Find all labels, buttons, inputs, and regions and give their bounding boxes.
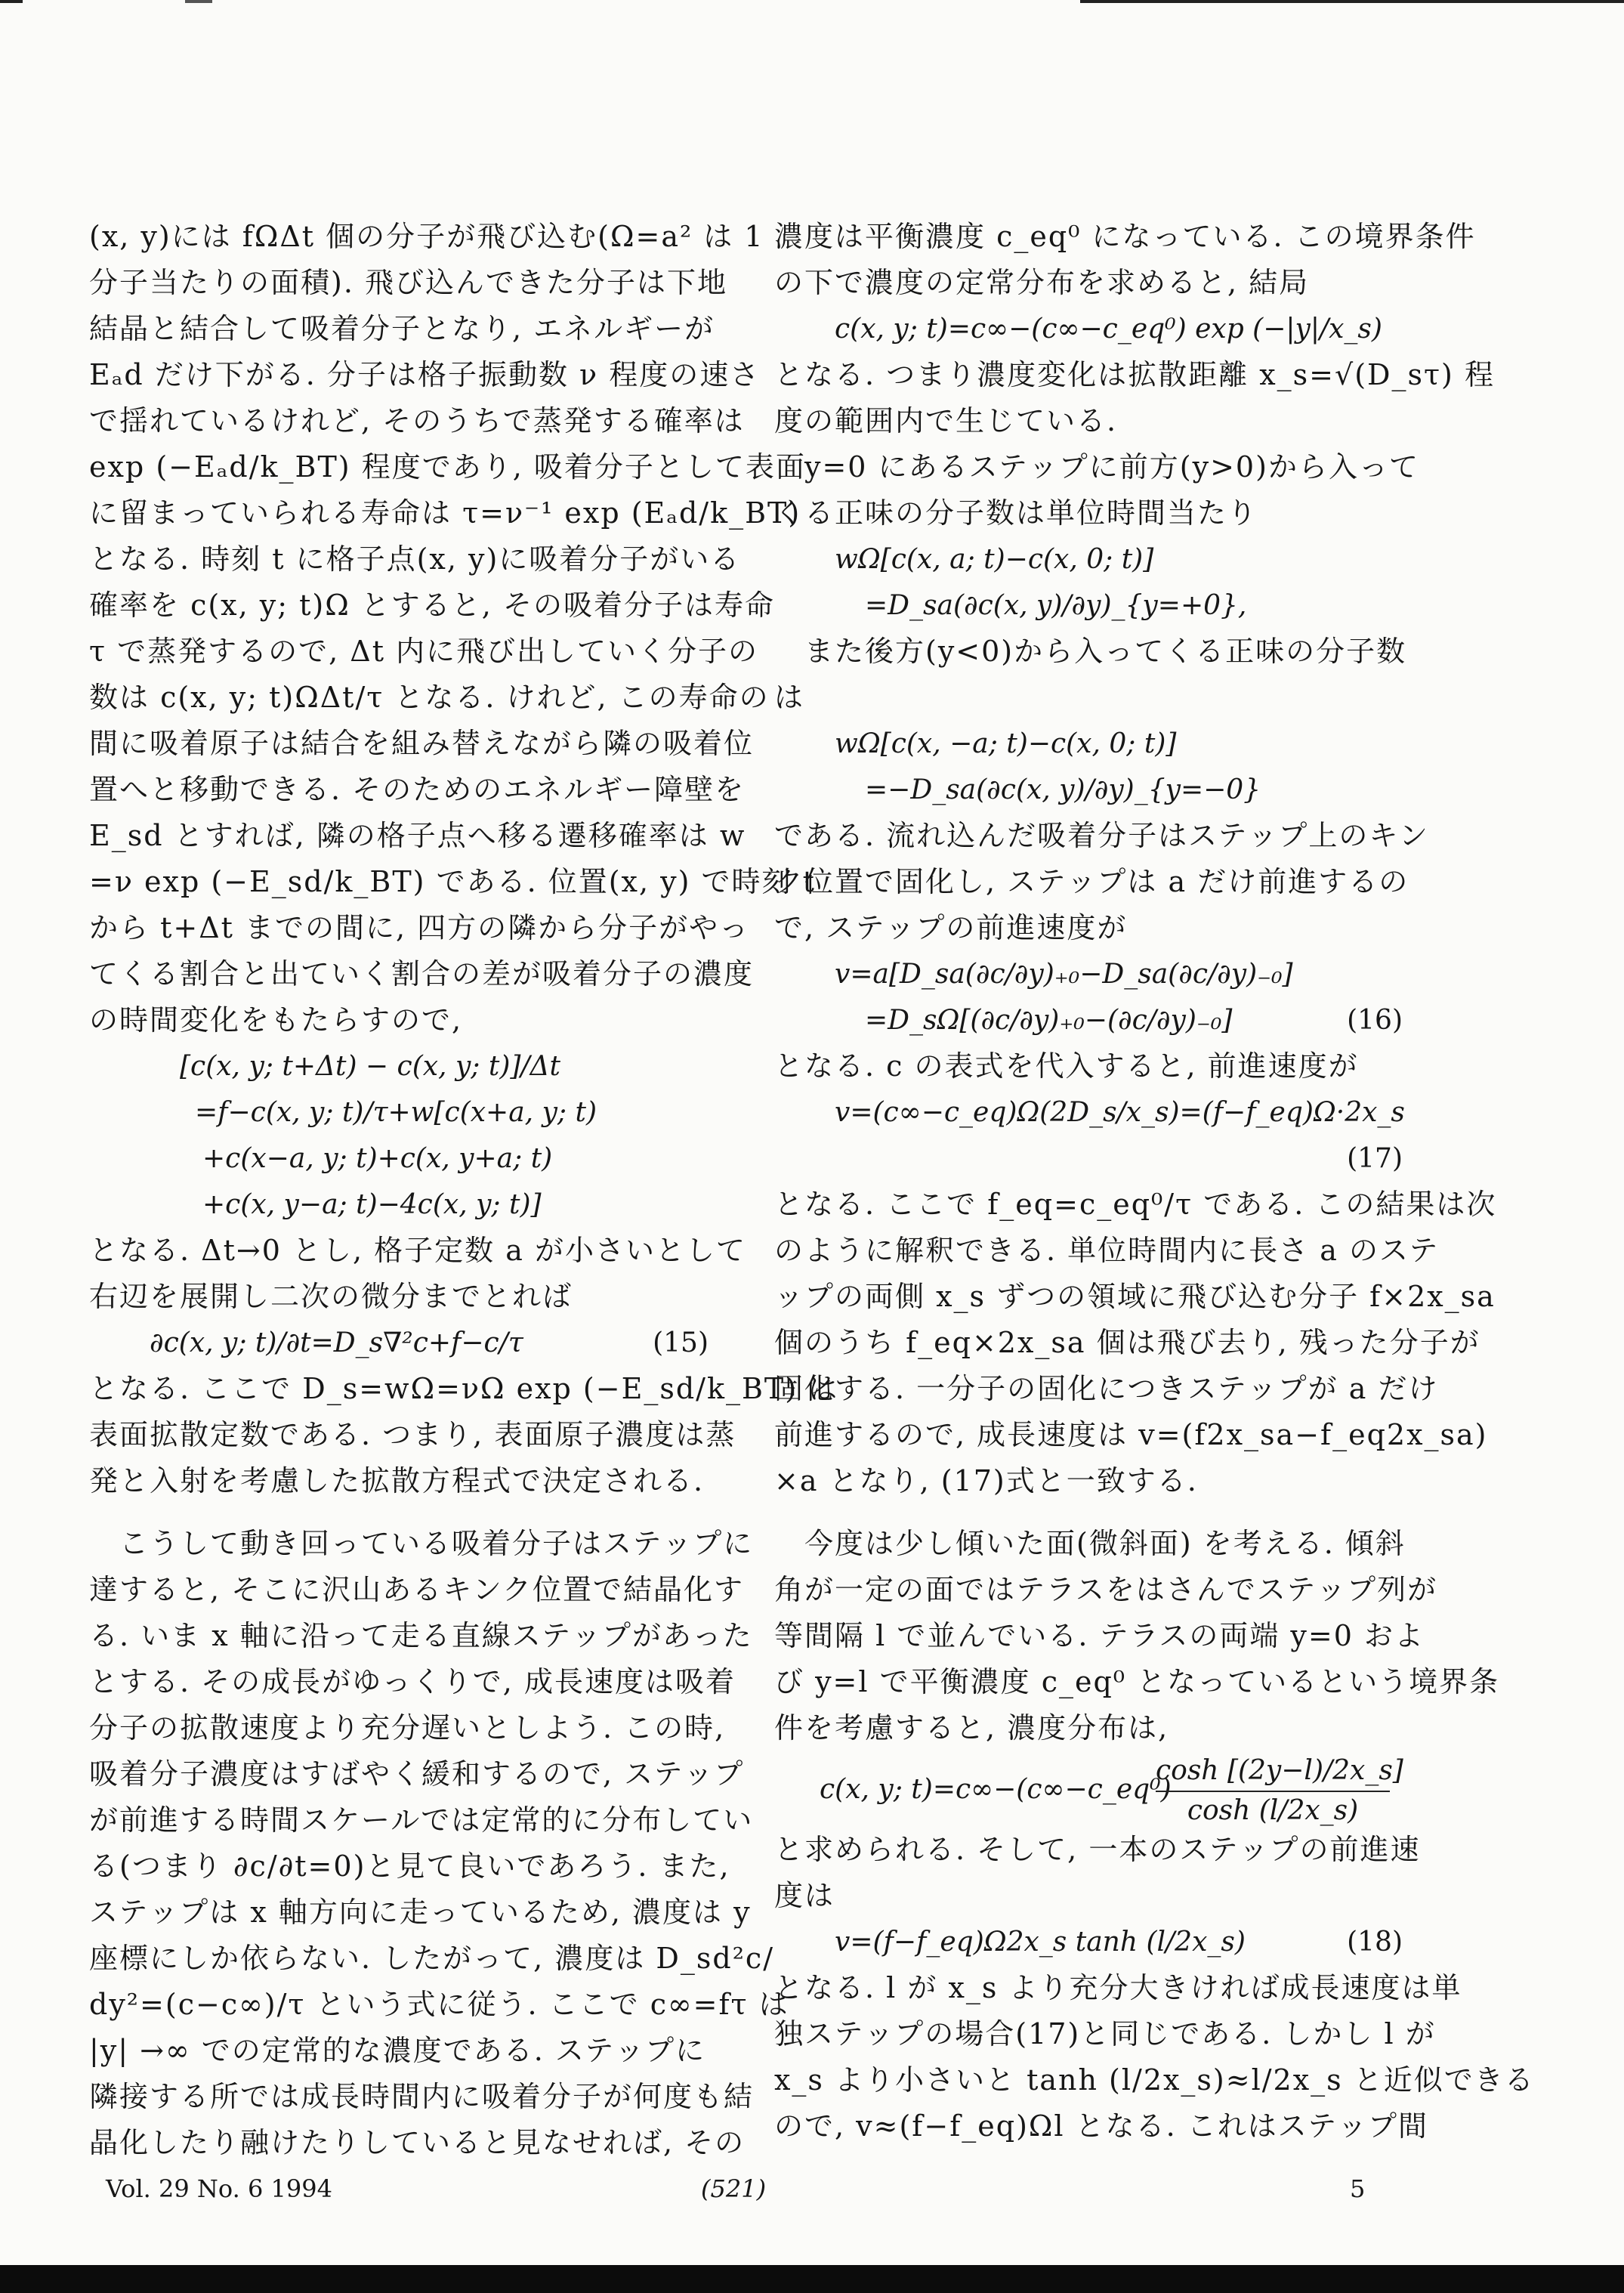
text-line: 固化する. 一分子の固化につきステップが a だけ	[774, 1372, 1439, 1405]
equation-steady-concentration: c(x, y; t)=c∞−(c∞−c_eq⁰) exp (−|y|/x_s)	[835, 314, 1382, 345]
equation-line: wΩ[c(x, −a; t)−c(x, 0; t)]	[835, 728, 1177, 759]
left-paragraph-1	[89, 214, 816, 1043]
text-line: 確率を c(x, y; t)Ω とすると, その吸着分子は寿命	[89, 589, 775, 622]
text-line: で, ステップの前進速度が	[774, 911, 1128, 944]
text-line: となる. つまり濃度変化は拡散距離 x_s=√(D_sτ) 程	[774, 358, 1495, 391]
text-line: てくる割合と出ていく割合の差が吸着分子の濃度	[89, 957, 755, 990]
text-line: と求められる. そして, 一本のステップの前進速	[774, 1833, 1421, 1866]
equation-body: =D_sΩ[(∂c/∂y)₊₀−(∂c/∂y)₋₀]	[865, 1005, 1233, 1036]
equation-line: =f−c(x, y; t)/τ+w[c(x+a, y; t)	[195, 1097, 597, 1128]
left-column	[89, 214, 839, 2166]
equation-17: v=(c∞−c_eq)Ω(2D_s/x_s)=(f−f_eq)Ω·2x_s	[835, 1097, 1405, 1128]
text-line: となる. l が x_s より充分大きければ成長速度は単	[774, 1971, 1462, 2004]
text-line: は	[774, 681, 805, 714]
equation-body: v=(f−f_eq)Ω2x_s tanh (l/2x_s)	[835, 1927, 1246, 1958]
top-scan-mark	[185, 0, 212, 3]
text-line: で揺れているけれど, そのうちで蒸発する確率は	[89, 404, 745, 437]
text-line: となる. Δt→0 とし, 格子定数 a が小さいとして	[89, 1234, 746, 1267]
text-line: x_s より小さいと tanh (l/2x_s)≈l/2x_s と近似できる	[774, 2063, 1535, 2097]
text-line: 件を考慮すると, 濃度分布は,	[774, 1711, 1169, 1744]
footer-page-number: 5	[1350, 2174, 1366, 2203]
text-line: exp (−Eₐd/k_BT) 程度であり, 吸着分子として表面	[89, 450, 806, 484]
text-line: のように解釈できる. 単位時間内に長さ a のステ	[774, 1234, 1440, 1267]
text-line: が前進する時間スケールでは定常的に分布してい	[89, 1803, 754, 1837]
text-line: 前進するので, 成長速度は v=(f2x_sa−f_eq2x_sa)	[774, 1418, 1488, 1451]
text-line: ×a となり, (17)式と一致する.	[774, 1464, 1198, 1497]
text-line: 晶化したり融けたりしていると見なせれば, その	[89, 2126, 746, 2159]
equation-18	[774, 1919, 1418, 1965]
text-line: くる正味の分子数は単位時間当たり	[774, 496, 1258, 530]
text-line: となる. ここで D_s=wΩ=νΩ exp (−E_sd/k_BT) は	[89, 1372, 839, 1405]
text-line: ので, v≈(f−f_eq)Ωl となる. これはステップ間	[774, 2109, 1429, 2143]
text-line: 表面拡散定数である. つまり, 表面原子濃度は蒸	[89, 1418, 736, 1451]
equation-number: (15)	[653, 1327, 709, 1358]
text-line: ステップは x 軸方向に走っているため, 濃度は y	[89, 1896, 752, 1929]
text-line: 分子当たりの面積). 飛び込んできた分子は下地	[89, 266, 727, 299]
equation-15	[89, 1320, 724, 1366]
text-line: となる. 時刻 t に格子点(x, y)に吸着分子がいる	[89, 542, 741, 576]
equation-line: =−D_sa(∂c(x, y)/∂y)_{y=−0}	[865, 774, 1261, 805]
text-line: 度は	[774, 1879, 835, 1912]
left-paragraph-2	[89, 1521, 789, 2166]
text-line: 吸着分子濃度はすばやく緩和するので, ステップ	[89, 1757, 745, 1791]
text-line: から t+Δt までの間に, 四方の隣から分子がやっ	[89, 911, 750, 944]
equation-lhs: c(x, y; t)=c∞−(c∞−c_eq⁰)	[820, 1774, 1172, 1805]
text-line: 間に吸着原子は結合を組み替えながら隣の吸着位	[89, 727, 755, 760]
text-line: 達すると, そこに沢山あるキンク位置で結晶化す	[89, 1573, 745, 1606]
text-line: 濃度は平衡濃度 c_eq⁰ になっている. この境界条件	[774, 220, 1476, 253]
top-rule-right	[1080, 0, 1624, 3]
equation-line: v=a[D_sa(∂c/∂y)₊₀−D_sa(∂c/∂y)₋₀]	[835, 959, 1293, 990]
text-line: 右辺を展開し二次の微分までとれば	[89, 1280, 573, 1313]
text-line: となる. ここで f_eq=c_eq⁰/τ である. この結果は次	[774, 1188, 1497, 1221]
text-line: とする. その成長がゆっくりで, 成長速度は吸着	[89, 1665, 736, 1698]
equation-vicinal-concentration	[774, 1751, 1418, 1827]
footer-volume: Vol. 29 No. 6 1994	[106, 2174, 332, 2203]
text-line: |y| →∞ での定常的な濃度である. ステップに	[89, 2034, 706, 2067]
text-line: に留まっていられる寿命は τ=ν⁻¹ exp (Eₐd/k_BT)	[89, 496, 801, 530]
scan-bottom-edge	[0, 2265, 1624, 2293]
text-line: 結晶と結合して吸着分子となり, エネルギーが	[89, 312, 715, 345]
text-line: こうして動き回っている吸着分子はステップに	[119, 1527, 754, 1560]
fraction-denominator: cosh (l/2x_s)	[1187, 1795, 1359, 1826]
text-line: τ で蒸発するので, Δt 内に飛び出していく分子の	[89, 635, 759, 668]
text-line: ップの両側 x_s ずつの領域に飛び込む分子 f×2x_sa	[774, 1280, 1496, 1313]
equation-diffusion-discrete	[89, 1043, 724, 1228]
text-line: である. 流れ込んだ吸着分子はステップ上のキン	[774, 819, 1430, 852]
text-line: る. いま x 軸に沿って走る直線ステップがあった	[89, 1619, 753, 1652]
text-line: (x, y)には fΩΔt 個の分子が飛び込む(Ω=a² は 1	[89, 220, 764, 253]
equation-line: wΩ[c(x, a; t)−c(x, 0; t)]	[835, 544, 1154, 575]
equation-body: ∂c(x, y; t)/∂t=D_s∇²c+f−c/τ	[150, 1327, 523, 1358]
equation-16	[774, 997, 1418, 1043]
equation-number: (16)	[1347, 1005, 1403, 1036]
text-line: ク位置で固化し, ステップは a だけ前進するの	[774, 865, 1409, 898]
text-line: 置へと移動できる. そのためのエネルギー障壁を	[89, 773, 746, 806]
text-line: y=0 にあるステップに前方(y>0)から入って	[804, 450, 1419, 484]
text-line: dy²=(c−c∞)/τ という式に従う. ここで c∞=fτ は	[89, 1988, 789, 2021]
text-line: び y=l で平衡濃度 c_eq⁰ となっているという境界条	[774, 1665, 1500, 1698]
equation-number: (17)	[1347, 1143, 1403, 1174]
right-column	[774, 214, 1535, 2149]
text-line: る(つまり ∂c/∂t=0)と見て良いであろう. また,	[89, 1850, 730, 1883]
text-line: 発と入射を考慮した拡散方程式で決定される.	[89, 1464, 705, 1497]
text-line: 隣接する所では成長時間内に吸着分子が何度も結	[89, 2080, 755, 2113]
equation-line: +c(x−a, y; t)+c(x, y+a; t)	[202, 1143, 553, 1174]
top-rule-left	[0, 0, 23, 3]
text-line: 等間隔 l で並んでいる. テラスの両端 y=0 およ	[774, 1619, 1425, 1652]
text-line: の下で濃度の定常分布を求めると, 結局	[774, 266, 1310, 299]
text-line: 度の範囲内で生じている.	[774, 404, 1118, 437]
equation-line: =D_sa(∂c(x, y)/∂y)_{y=+0},	[865, 590, 1247, 621]
equation-number: (18)	[1347, 1927, 1403, 1958]
text-line: 個のうち f_eq×2x_sa 個は飛び去り, 残った分子が	[774, 1326, 1480, 1359]
text-line: 分子の拡散速度より充分遅いとしよう. この時,	[89, 1711, 726, 1744]
text-line: となる. c の表式を代入すると, 前進速度が	[774, 1049, 1359, 1083]
text-line: Eₐd だけ下がる. 分子は格子振動数 ν 程度の速さ	[89, 358, 761, 391]
text-line: 今度は少し傾いた面(微斜面) を考える. 傾斜	[804, 1527, 1406, 1560]
text-line: また後方(y<0)から入ってくる正味の分子数	[804, 635, 1407, 668]
footer-journal-page: (521)	[701, 2174, 767, 2203]
equation-line: +c(x, y−a; t)−4c(x, y; t)]	[202, 1189, 542, 1220]
equation-line: [c(x, y; t+Δt) − c(x, y; t)]/Δt	[180, 1051, 560, 1082]
text-line: 座標にしか依らない. したがって, 濃度は D_sd²c/	[89, 1942, 775, 1975]
text-line: 独ステップの場合(17)と同じである. しかし l が	[774, 2017, 1436, 2050]
text-line: 数は c(x, y; t)ΩΔt/τ となる. けれど, この寿命の	[89, 681, 770, 714]
text-line: =ν exp (−E_sd/k_BT) である. 位置(x, y) で時刻 t	[89, 865, 816, 898]
text-line: 角が一定の面ではテラスをはさんでステップ列が	[774, 1573, 1438, 1606]
text-line: E_sd とすれば, 隣の格子点へ移る遷移確率は w	[89, 819, 746, 852]
text-line: の時間変化をもたらすので,	[89, 1003, 463, 1037]
equation-fraction	[1156, 1751, 1403, 1830]
fraction-numerator: cosh [(2y−l)/2x_s]	[1156, 1751, 1390, 1792]
